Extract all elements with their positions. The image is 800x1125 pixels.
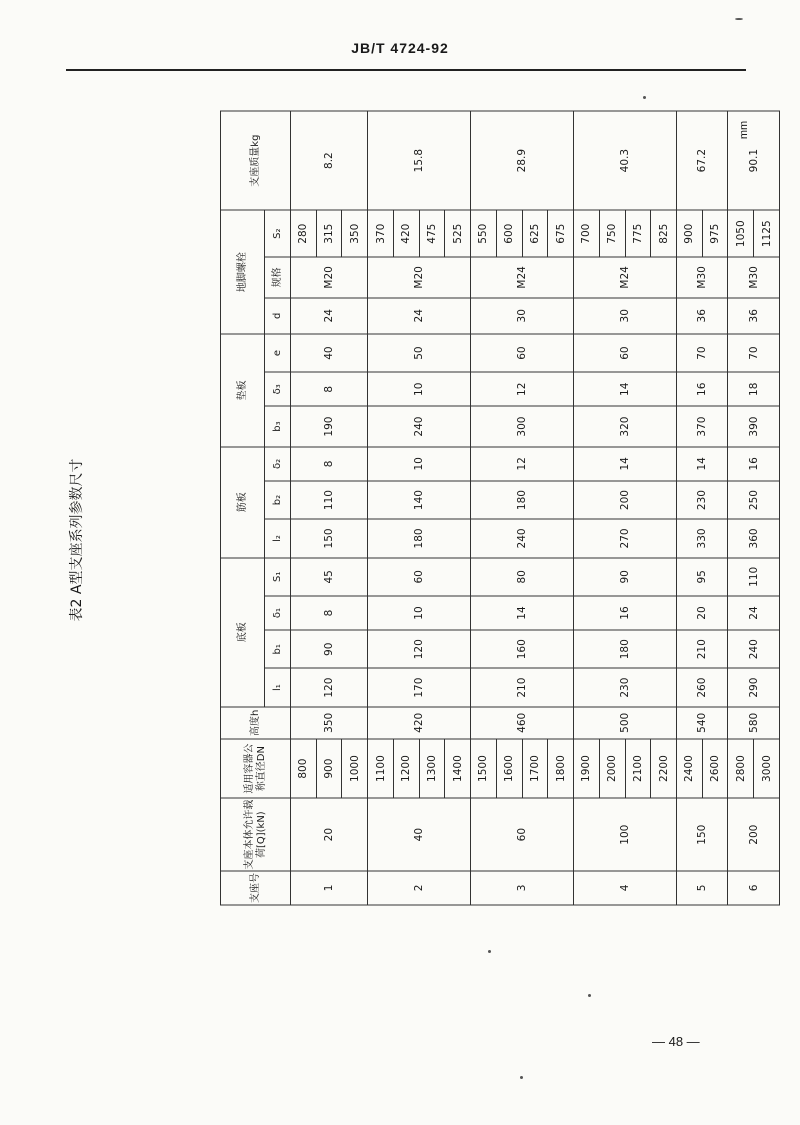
- cell-b1: 180: [574, 630, 677, 668]
- header-bolt-spec: 规格: [265, 257, 291, 297]
- header-pad-plate: 垫板: [221, 334, 265, 447]
- cell-allowable-load: 60: [471, 798, 574, 870]
- header-anchor-bolt: 地脚螺栓: [221, 210, 265, 334]
- cell-s2: 370: [368, 210, 394, 257]
- header-d: d: [265, 298, 291, 334]
- header-b3: b₃: [265, 406, 291, 446]
- cell-vessel-diameter: 1800: [548, 739, 574, 799]
- cell-h: 460: [471, 707, 574, 739]
- cell-d2: 10: [368, 447, 471, 481]
- table-row: [368, 111, 394, 905]
- header-support-number: 支座号: [221, 871, 291, 905]
- cell-s2: 550: [471, 210, 497, 257]
- cell-vessel-diameter: 2400: [677, 739, 703, 799]
- cell-s2: 1125: [754, 210, 780, 257]
- cell-d3: 8: [291, 372, 368, 406]
- cell-vessel-diameter: 2800: [728, 739, 754, 799]
- cell-b2: 250: [728, 481, 780, 519]
- cell-d1: 14: [471, 596, 574, 630]
- cell-b1: 120: [368, 630, 471, 668]
- header-b1: b₁: [265, 630, 291, 668]
- table-row: [677, 111, 703, 905]
- cell-h: 580: [728, 707, 780, 739]
- cell-d3: 16: [677, 372, 728, 406]
- cell-b2: 200: [574, 481, 677, 519]
- cell-allowable-load: 100: [574, 798, 677, 870]
- cell-vessel-diameter: 2000: [599, 739, 625, 799]
- header-s1: S₁: [265, 558, 291, 596]
- scan-speck: [520, 1076, 523, 1079]
- cell-support-mass: 40.3: [574, 111, 677, 210]
- cell-s2: 1050: [728, 210, 754, 257]
- cell-support-number: 1: [291, 871, 368, 905]
- cell-allowable-load: 40: [368, 798, 471, 870]
- cell-l1: 260: [677, 668, 728, 706]
- cell-vessel-diameter: 2100: [625, 739, 651, 799]
- cell-s2: 315: [316, 210, 342, 257]
- cell-d1: 16: [574, 596, 677, 630]
- cell-b1: 160: [471, 630, 574, 668]
- cell-d: 24: [291, 298, 368, 334]
- cell-d: 30: [471, 298, 574, 334]
- cell-d3: 14: [574, 372, 677, 406]
- cell-h: 420: [368, 707, 471, 739]
- cell-s2: 900: [677, 210, 703, 257]
- cell-d1: 8: [291, 596, 368, 630]
- table-row: [728, 111, 754, 905]
- cell-vessel-diameter: 2600: [702, 739, 728, 799]
- cell-spec: M20: [368, 257, 471, 297]
- table-caption: 表2 A型支座系列参数尺寸: [69, 458, 85, 622]
- cell-support-mass: 67.2: [677, 111, 728, 210]
- cell-s2: 280: [291, 210, 317, 257]
- cell-l1: 230: [574, 668, 677, 706]
- cell-e: 70: [728, 334, 780, 372]
- cell-e: 40: [291, 334, 368, 372]
- cell-b2: 180: [471, 481, 574, 519]
- cell-vessel-diameter: 1500: [471, 739, 497, 799]
- cell-s2: 825: [651, 210, 677, 257]
- cell-b3: 190: [291, 406, 368, 446]
- scan-speck: [488, 950, 491, 953]
- cell-s2: 775: [625, 210, 651, 257]
- page-header: JB/T 4724-92: [351, 40, 449, 56]
- cell-s1: 45: [291, 558, 368, 596]
- cell-d: 36: [728, 298, 780, 334]
- cell-d3: 18: [728, 372, 780, 406]
- cell-l2: 240: [471, 519, 574, 557]
- cell-s2: 625: [522, 210, 548, 257]
- cell-s2: 420: [393, 210, 419, 257]
- table-row: [471, 111, 497, 905]
- cell-s1: 110: [728, 558, 780, 596]
- cell-vessel-diameter: 2200: [651, 739, 677, 799]
- cell-d: 36: [677, 298, 728, 334]
- cell-b3: 320: [574, 406, 677, 446]
- cell-support-mass: 15.8: [368, 111, 471, 210]
- header-rule: [66, 69, 746, 71]
- header-b2: b₂: [265, 481, 291, 519]
- header-vessel-diameter: 适用容器公称直径DN: [221, 739, 291, 799]
- cell-spec: M30: [677, 257, 728, 297]
- cell-s2: 700: [574, 210, 600, 257]
- cell-d3: 10: [368, 372, 471, 406]
- header-l1: l₁: [265, 668, 291, 706]
- header-allowable-load: 支座本体允许载荷[Q](kN): [221, 798, 291, 870]
- header-height: 高度h: [221, 707, 291, 739]
- unit-label: mm: [738, 120, 750, 140]
- cell-e: 70: [677, 334, 728, 372]
- page-number: — 48 —: [652, 1034, 700, 1049]
- cell-b3: 390: [728, 406, 780, 446]
- cell-vessel-diameter: 1000: [342, 739, 368, 799]
- cell-d: 24: [368, 298, 471, 334]
- cell-spec: M20: [291, 257, 368, 297]
- header-rib-plate: 筋板: [221, 447, 265, 558]
- cell-b3: 300: [471, 406, 574, 446]
- header-s2: S₂: [265, 210, 291, 257]
- cell-h: 500: [574, 707, 677, 739]
- header-delta1: δ₁: [265, 596, 291, 630]
- cell-support-number: 5: [677, 871, 728, 905]
- cell-support-mass: 8.2: [291, 111, 368, 210]
- header-base-plate: 底板: [221, 558, 265, 707]
- cell-vessel-diameter: 800: [291, 739, 317, 799]
- scan-speck: [588, 994, 591, 997]
- scan-speck: [735, 18, 743, 20]
- header-e: e: [265, 334, 291, 372]
- cell-l1: 290: [728, 668, 780, 706]
- header-l2: l₂: [265, 519, 291, 557]
- cell-d2: 14: [677, 447, 728, 481]
- cell-l2: 330: [677, 519, 728, 557]
- cell-d3: 12: [471, 372, 574, 406]
- cell-d2: 14: [574, 447, 677, 481]
- cell-e: 60: [471, 334, 574, 372]
- cell-l2: 180: [368, 519, 471, 557]
- cell-l1: 210: [471, 668, 574, 706]
- cell-support-mass: 90.1: [728, 111, 780, 210]
- cell-spec: M30: [728, 257, 780, 297]
- cell-l2: 150: [291, 519, 368, 557]
- cell-s2: 350: [342, 210, 368, 257]
- cell-s2: 525: [445, 210, 471, 257]
- cell-h: 540: [677, 707, 728, 739]
- cell-b1: 90: [291, 630, 368, 668]
- cell-vessel-diameter: 1100: [368, 739, 394, 799]
- support-parameters-table: [220, 111, 780, 906]
- table-row: [574, 111, 600, 905]
- header-support-mass: 支座质量kg: [221, 111, 291, 210]
- cell-vessel-diameter: 1200: [393, 739, 419, 799]
- cell-b2: 140: [368, 481, 471, 519]
- cell-h: 350: [291, 707, 368, 739]
- cell-s1: 90: [574, 558, 677, 596]
- cell-s2: 675: [548, 210, 574, 257]
- cell-d1: 20: [677, 596, 728, 630]
- header-delta2: δ₂: [265, 447, 291, 481]
- cell-b3: 240: [368, 406, 471, 446]
- cell-e: 60: [574, 334, 677, 372]
- cell-e: 50: [368, 334, 471, 372]
- cell-s2: 975: [702, 210, 728, 257]
- cell-vessel-diameter: 900: [316, 739, 342, 799]
- table-row: [291, 111, 317, 905]
- cell-vessel-diameter: 1400: [445, 739, 471, 799]
- cell-b2: 110: [291, 481, 368, 519]
- cell-s2: 600: [496, 210, 522, 257]
- cell-support-number: 2: [368, 871, 471, 905]
- cell-s2: 750: [599, 210, 625, 257]
- cell-vessel-diameter: 3000: [754, 739, 780, 799]
- cell-l1: 170: [368, 668, 471, 706]
- cell-s1: 80: [471, 558, 574, 596]
- cell-d: 30: [574, 298, 677, 334]
- cell-s1: 60: [368, 558, 471, 596]
- cell-allowable-load: 150: [677, 798, 728, 870]
- cell-vessel-diameter: 1900: [574, 739, 600, 799]
- cell-b2: 230: [677, 481, 728, 519]
- scan-speck: [643, 96, 646, 99]
- cell-support-mass: 28.9: [471, 111, 574, 210]
- cell-d2: 12: [471, 447, 574, 481]
- cell-l2: 360: [728, 519, 780, 557]
- cell-vessel-diameter: 1300: [419, 739, 445, 799]
- cell-allowable-load: 200: [728, 798, 780, 870]
- cell-support-number: 6: [728, 871, 780, 905]
- cell-vessel-diameter: 1700: [522, 739, 548, 799]
- cell-b3: 370: [677, 406, 728, 446]
- cell-support-number: 3: [471, 871, 574, 905]
- cell-support-number: 4: [574, 871, 677, 905]
- cell-b1: 240: [728, 630, 780, 668]
- cell-spec: M24: [574, 257, 677, 297]
- table-body: [291, 111, 780, 905]
- cell-d2: 16: [728, 447, 780, 481]
- cell-s2: 475: [419, 210, 445, 257]
- cell-vessel-diameter: 1600: [496, 739, 522, 799]
- cell-d1: 10: [368, 596, 471, 630]
- cell-l1: 120: [291, 668, 368, 706]
- cell-l2: 270: [574, 519, 677, 557]
- cell-b1: 210: [677, 630, 728, 668]
- table-container: [220, 111, 780, 906]
- cell-d1: 24: [728, 596, 780, 630]
- cell-d2: 8: [291, 447, 368, 481]
- cell-allowable-load: 20: [291, 798, 368, 870]
- cell-s1: 95: [677, 558, 728, 596]
- cell-spec: M24: [471, 257, 574, 297]
- header-delta3: δ₃: [265, 372, 291, 406]
